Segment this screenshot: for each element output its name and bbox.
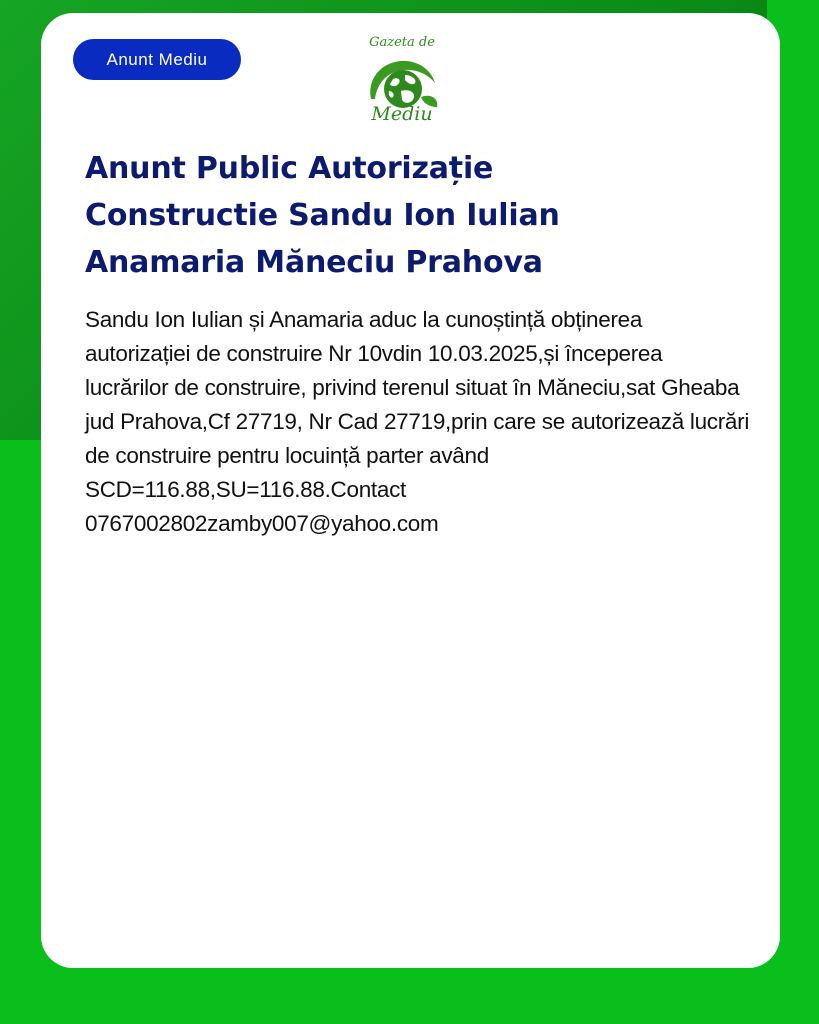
announcement-card [41, 13, 780, 968]
category-badge[interactable] [73, 39, 241, 80]
logo-text-bottom: Mediu [371, 103, 433, 125]
category-badge-label: Anunt Mediu [106, 49, 208, 69]
article-body: Sandu Ion Iulian și Anamaria aduc la cunoștință obținerea autorizației de construire Nr 10vdin 10.03.2025,și începerea lucrărilor de construire, privind terenul situat în Măneciu,sat Gheaba jud Prahova,Cf 27719, Nr Cad 27719,prin care se autorizează lucrări de construire pentru locuință parter având SCD=116.88,SU=116.88.Contact 0767002802zamby007@yahoo.com [85, 307, 750, 536]
logo-text-top: Gazeta de [369, 35, 435, 50]
article-title: Anunt Public Autorizație Constructie Sandu Ion Iulian Anamaria Măneciu Prahova [85, 151, 560, 280]
gazeta-de-mediu-logo[interactable] [357, 33, 447, 133]
